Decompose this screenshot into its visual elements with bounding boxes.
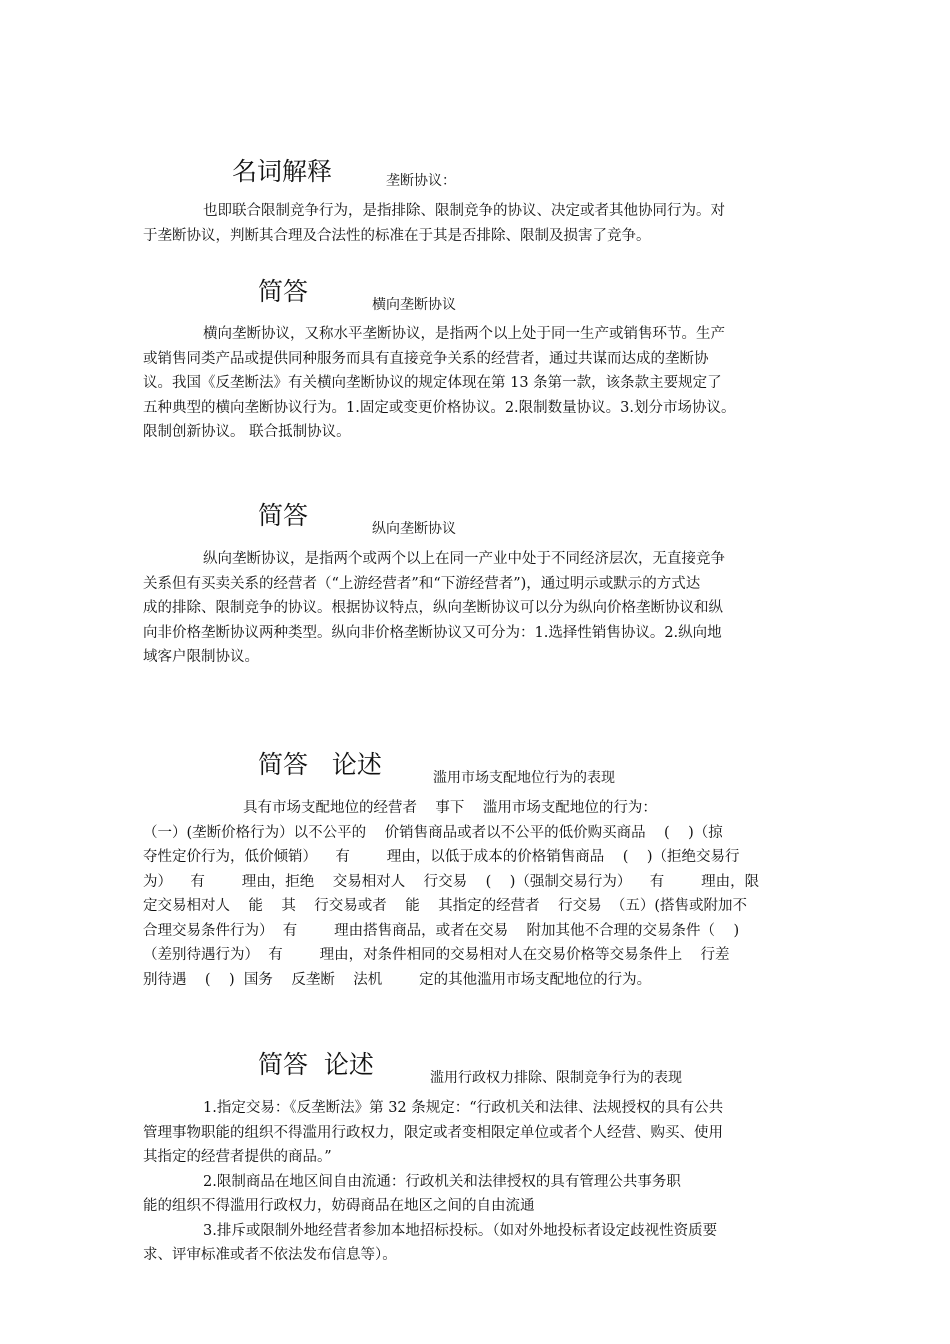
paragraph-line: 1.指定交易：《反垄断法》第 32 条规定：“行政机关和法律、法规授权的具有公共 — [203, 1100, 724, 1116]
paragraph-line: 定交易相对人 能 其 行交易或者 能 其指定的经营者 行交易 （五）(搭售或附加不 — [143, 898, 747, 914]
paragraph-line: 管理事物职能的组织不得滥用行政权力，限定或者变相限定单位或者个人经营、购买、使用 — [143, 1124, 723, 1141]
paragraph-line: 具有市场支配地位的经营者 事下 滥用市场支配地位的行为： — [243, 800, 657, 816]
paragraph-line: 夺性定价行为，低价倾销） 有 理由，以低于成本的价格销售商品 ( )（拒绝交易行 — [143, 849, 740, 865]
section-paragraph — [143, 1096, 811, 1268]
section-category-heading: 简答 论述 — [258, 750, 382, 779]
section-paragraph — [143, 796, 811, 992]
paragraph-line: 五种典型的横向垄断协议行为。1.固定或变更价格协议。2.限制数量协议。3.划分市场协议。 — [143, 399, 736, 416]
paragraph-line: 其指定的经营者提供的商品。” — [143, 1149, 332, 1165]
paragraph-line: 或销售同类产品或提供同种服务而具有直接竞争关系的经营者，通过共谋而达成的垄断协 — [143, 350, 709, 367]
paragraph-line: 议。我国《反垄断法》有关横向垄断协议的规定体现在第 13 条第一款，该条款主要规定了 — [143, 375, 722, 391]
section-category-heading: 简答 — [258, 501, 309, 530]
paragraph-line: 限制创新协议。 联合抵制协议。 — [143, 424, 351, 440]
section-paragraph — [143, 199, 811, 248]
paragraph-line: 为） 有 理由，拒绝 交易相对人 行交易 ( )（强制交易行为） 有 理由，限 — [143, 873, 760, 890]
paragraph-line: （差别待遇行为） 有 理由，对条件相同的交易相对人在交易价格等交易条件上 行差 — [143, 947, 730, 963]
paragraph-line: 于垄断协议，判断其合理及合法性的标准在于其是否排除、限制及损害了竞争。 — [143, 227, 651, 244]
section-category-heading: 简答 — [258, 277, 309, 306]
section-topic-title: 滥用行政权力排除、限制竞争行为的表现 — [430, 1070, 682, 1086]
paragraph-line: 纵向垄断协议，是指两个或两个以上在同一产业中处于不同经济层次，无直接竞争 — [203, 551, 725, 567]
paragraph-line: 能的组织不得滥用行政权力，妨碍商品在地区之间的自由流通 — [143, 1198, 535, 1214]
paragraph-line: （一）(垄断价格行为）以不公平的 价销售商品或者以不公平的低价购买商品 ( )（掠 — [143, 824, 723, 841]
paragraph-line: 关系但有买卖关系的经营者（“上游经营者”和“下游经营者”)，通过明示或默示的方式达 — [143, 575, 701, 592]
section-topic-title: 纵向垄断协议 — [372, 521, 456, 537]
section-topic-title: 横向垄断协议 — [372, 297, 456, 313]
paragraph-line: 横向垄断协议，又称水平垄断协议，是指两个以上处于同一生产或销售环节。生产 — [203, 326, 725, 342]
paragraph-line: 别待遇 ( ) 国务 反垄断 法机 定的其他滥用市场支配地位的行为。 — [143, 971, 652, 988]
section-category-heading: 名词解释 — [232, 157, 333, 186]
section-category-heading: 简答 论述 — [258, 1050, 374, 1079]
section-topic-title: 垄断协议： — [386, 173, 456, 189]
paragraph-line: 求、评审标准或者不依法发布信息等）。 — [143, 1247, 397, 1263]
section-topic-title: 滥用市场支配地位行为的表现 — [433, 770, 615, 786]
paragraph-line: 成的排除、限制竞争的协议。根据协议特点，纵向垄断协议可以分为纵向价格垄断协议和纵 — [143, 600, 723, 616]
paragraph-line: 也即联合限制竞争行为，是指排除、限制竞争的协议、决定或者其他协同行为。对 — [203, 203, 725, 219]
paragraph-line: 向非价格垄断协议两种类型。纵向非价格垄断协议又可分为：1.选择性销售协议。2.纵向地 — [143, 624, 722, 641]
paragraph-line: 3.排斥或限制外地经营者参加本地招标投标。（如对外地投标者设定歧视性资质要 — [203, 1222, 718, 1239]
paragraph-line: 2.限制商品在地区间自由流通：行政机关和法律授权的具有管理公共事务职 — [203, 1173, 681, 1190]
section-paragraph — [143, 547, 811, 670]
section-paragraph — [143, 322, 811, 445]
paragraph-line: 域客户限制协议。 — [143, 649, 259, 665]
paragraph-line: 合理交易条件行为） 有 理由搭售商品，或者在交易 附加其他不合理的交易条件（ ) — [143, 922, 740, 939]
